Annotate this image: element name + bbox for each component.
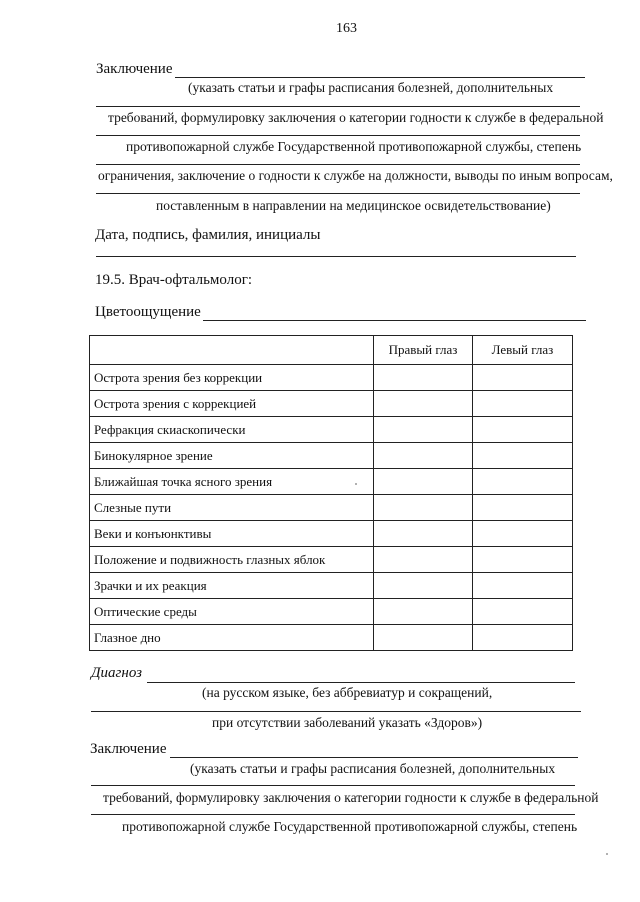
ophthalmologist-heading: 19.5. Врач-офтальмолог:: [95, 272, 253, 288]
table-row: [90, 443, 573, 469]
conclusion-hint-2: требований, формулировку заключения о категории годности к службе в федеральной: [108, 110, 604, 125]
diagnosis-line-2: [91, 711, 581, 712]
conclusion2-hint-3: противопожарной службе Государственной противопожарной службы, степень: [122, 819, 578, 834]
color-perception-label: Цветоощущение: [95, 304, 201, 320]
scan-speck: [355, 483, 357, 485]
right-eye-cell[interactable]: [374, 573, 473, 599]
diagnosis-hint-1: (на русском языке, без аббревиатур и сокращений,: [202, 685, 493, 700]
right-eye-cell[interactable]: [374, 521, 473, 547]
conclusion-label-2: Заключение: [90, 741, 167, 757]
conclusion-field-line[interactable]: [175, 77, 585, 78]
conclusion2-line-3: [91, 814, 575, 815]
conclusion-label: Заключение: [96, 61, 173, 77]
page-number: 163: [336, 21, 357, 36]
table-row: [90, 625, 573, 651]
right-eye-cell[interactable]: [374, 495, 473, 521]
right-eye-cell[interactable]: [374, 469, 473, 495]
left-eye-cell[interactable]: [473, 625, 573, 651]
table-row: [90, 573, 573, 599]
row-label: Глазное дно: [90, 625, 374, 651]
row-label: Зрачки и их реакция: [90, 573, 374, 599]
right-eye-cell[interactable]: [374, 391, 473, 417]
conclusion-hint-1: (указать статьи и графы расписания болезней, дополнительных: [188, 80, 554, 95]
table-row: [90, 417, 573, 443]
diagnosis-line[interactable]: [147, 682, 575, 683]
left-eye-cell[interactable]: [473, 521, 573, 547]
right-eye-cell[interactable]: [374, 599, 473, 625]
table-row: [90, 547, 573, 573]
table-row: [90, 391, 573, 417]
conclusion-line-2: [96, 106, 580, 107]
right-eye-cell[interactable]: [374, 547, 473, 573]
conclusion-hint-5: поставленным в направлении на медицинское освидетельствование): [156, 198, 551, 213]
row-label: Веки и конъюнктивы: [90, 521, 374, 547]
row-label: Слезные пути: [90, 495, 374, 521]
conclusion2-line-2: [91, 785, 575, 786]
row-label: Рефракция скиаскопически: [90, 417, 374, 443]
table-row: [90, 469, 573, 495]
row-label: Острота зрения с коррекцией: [90, 391, 374, 417]
left-eye-cell[interactable]: [473, 495, 573, 521]
conclusion-line-3: [96, 135, 580, 136]
row-label: Положение и подвижность глазных яблок: [90, 547, 374, 573]
conclusion2-field-line[interactable]: [170, 757, 578, 758]
right-eye-cell[interactable]: [374, 443, 473, 469]
conclusion-line-4: [96, 164, 580, 165]
left-eye-cell[interactable]: [473, 547, 573, 573]
left-eye-cell[interactable]: [473, 573, 573, 599]
right-eye-cell[interactable]: [374, 625, 473, 651]
diagnosis-hint-2: при отсутствии заболеваний указать «Здоров»): [212, 715, 483, 730]
left-eye-cell[interactable]: [473, 417, 573, 443]
conclusion-hint-3: противопожарной службе Государственной противопожарной службы, степень: [126, 139, 582, 154]
row-label: Оптические среды: [90, 599, 374, 625]
right-eye-cell[interactable]: [374, 365, 473, 391]
eye-exam-table: [89, 335, 573, 651]
scan-speck: [606, 853, 608, 855]
row-label: Бинокулярное зрение: [90, 443, 374, 469]
row-label: Острота зрения без коррекции: [90, 365, 374, 391]
table-header-cell: [90, 336, 374, 365]
row-label: Ближайшая точка ясного зрения: [90, 469, 374, 495]
left-eye-cell[interactable]: [473, 391, 573, 417]
table-row: [90, 495, 573, 521]
conclusion-hint-4: ограничения, заключение о годности к службе на должности, выводы по иным вопросам,: [98, 168, 613, 183]
left-eye-cell[interactable]: [473, 599, 573, 625]
conclusion2-hint-1: (указать статьи и графы расписания болезней, дополнительных: [190, 761, 556, 776]
table-header-left-eye: Левый глаз: [473, 336, 573, 365]
conclusion-line-5: [96, 193, 580, 194]
table-row: [90, 521, 573, 547]
color-perception-line[interactable]: [203, 320, 586, 321]
left-eye-cell[interactable]: [473, 443, 573, 469]
right-eye-cell[interactable]: [374, 417, 473, 443]
diagnosis-label: Диагноз: [91, 665, 142, 681]
table-header-row: [90, 336, 573, 365]
conclusion2-hint-2: требований, формулировку заключения о категории годности к службе в федеральной: [103, 790, 599, 805]
signature-label: Дата, подпись, фамилия, инициалы: [95, 227, 321, 243]
signature-line[interactable]: [96, 256, 576, 257]
table-row: [90, 365, 573, 391]
table-row: [90, 599, 573, 625]
left-eye-cell[interactable]: [473, 365, 573, 391]
table-header-right-eye: Правый глаз: [374, 336, 473, 365]
left-eye-cell[interactable]: [473, 469, 573, 495]
